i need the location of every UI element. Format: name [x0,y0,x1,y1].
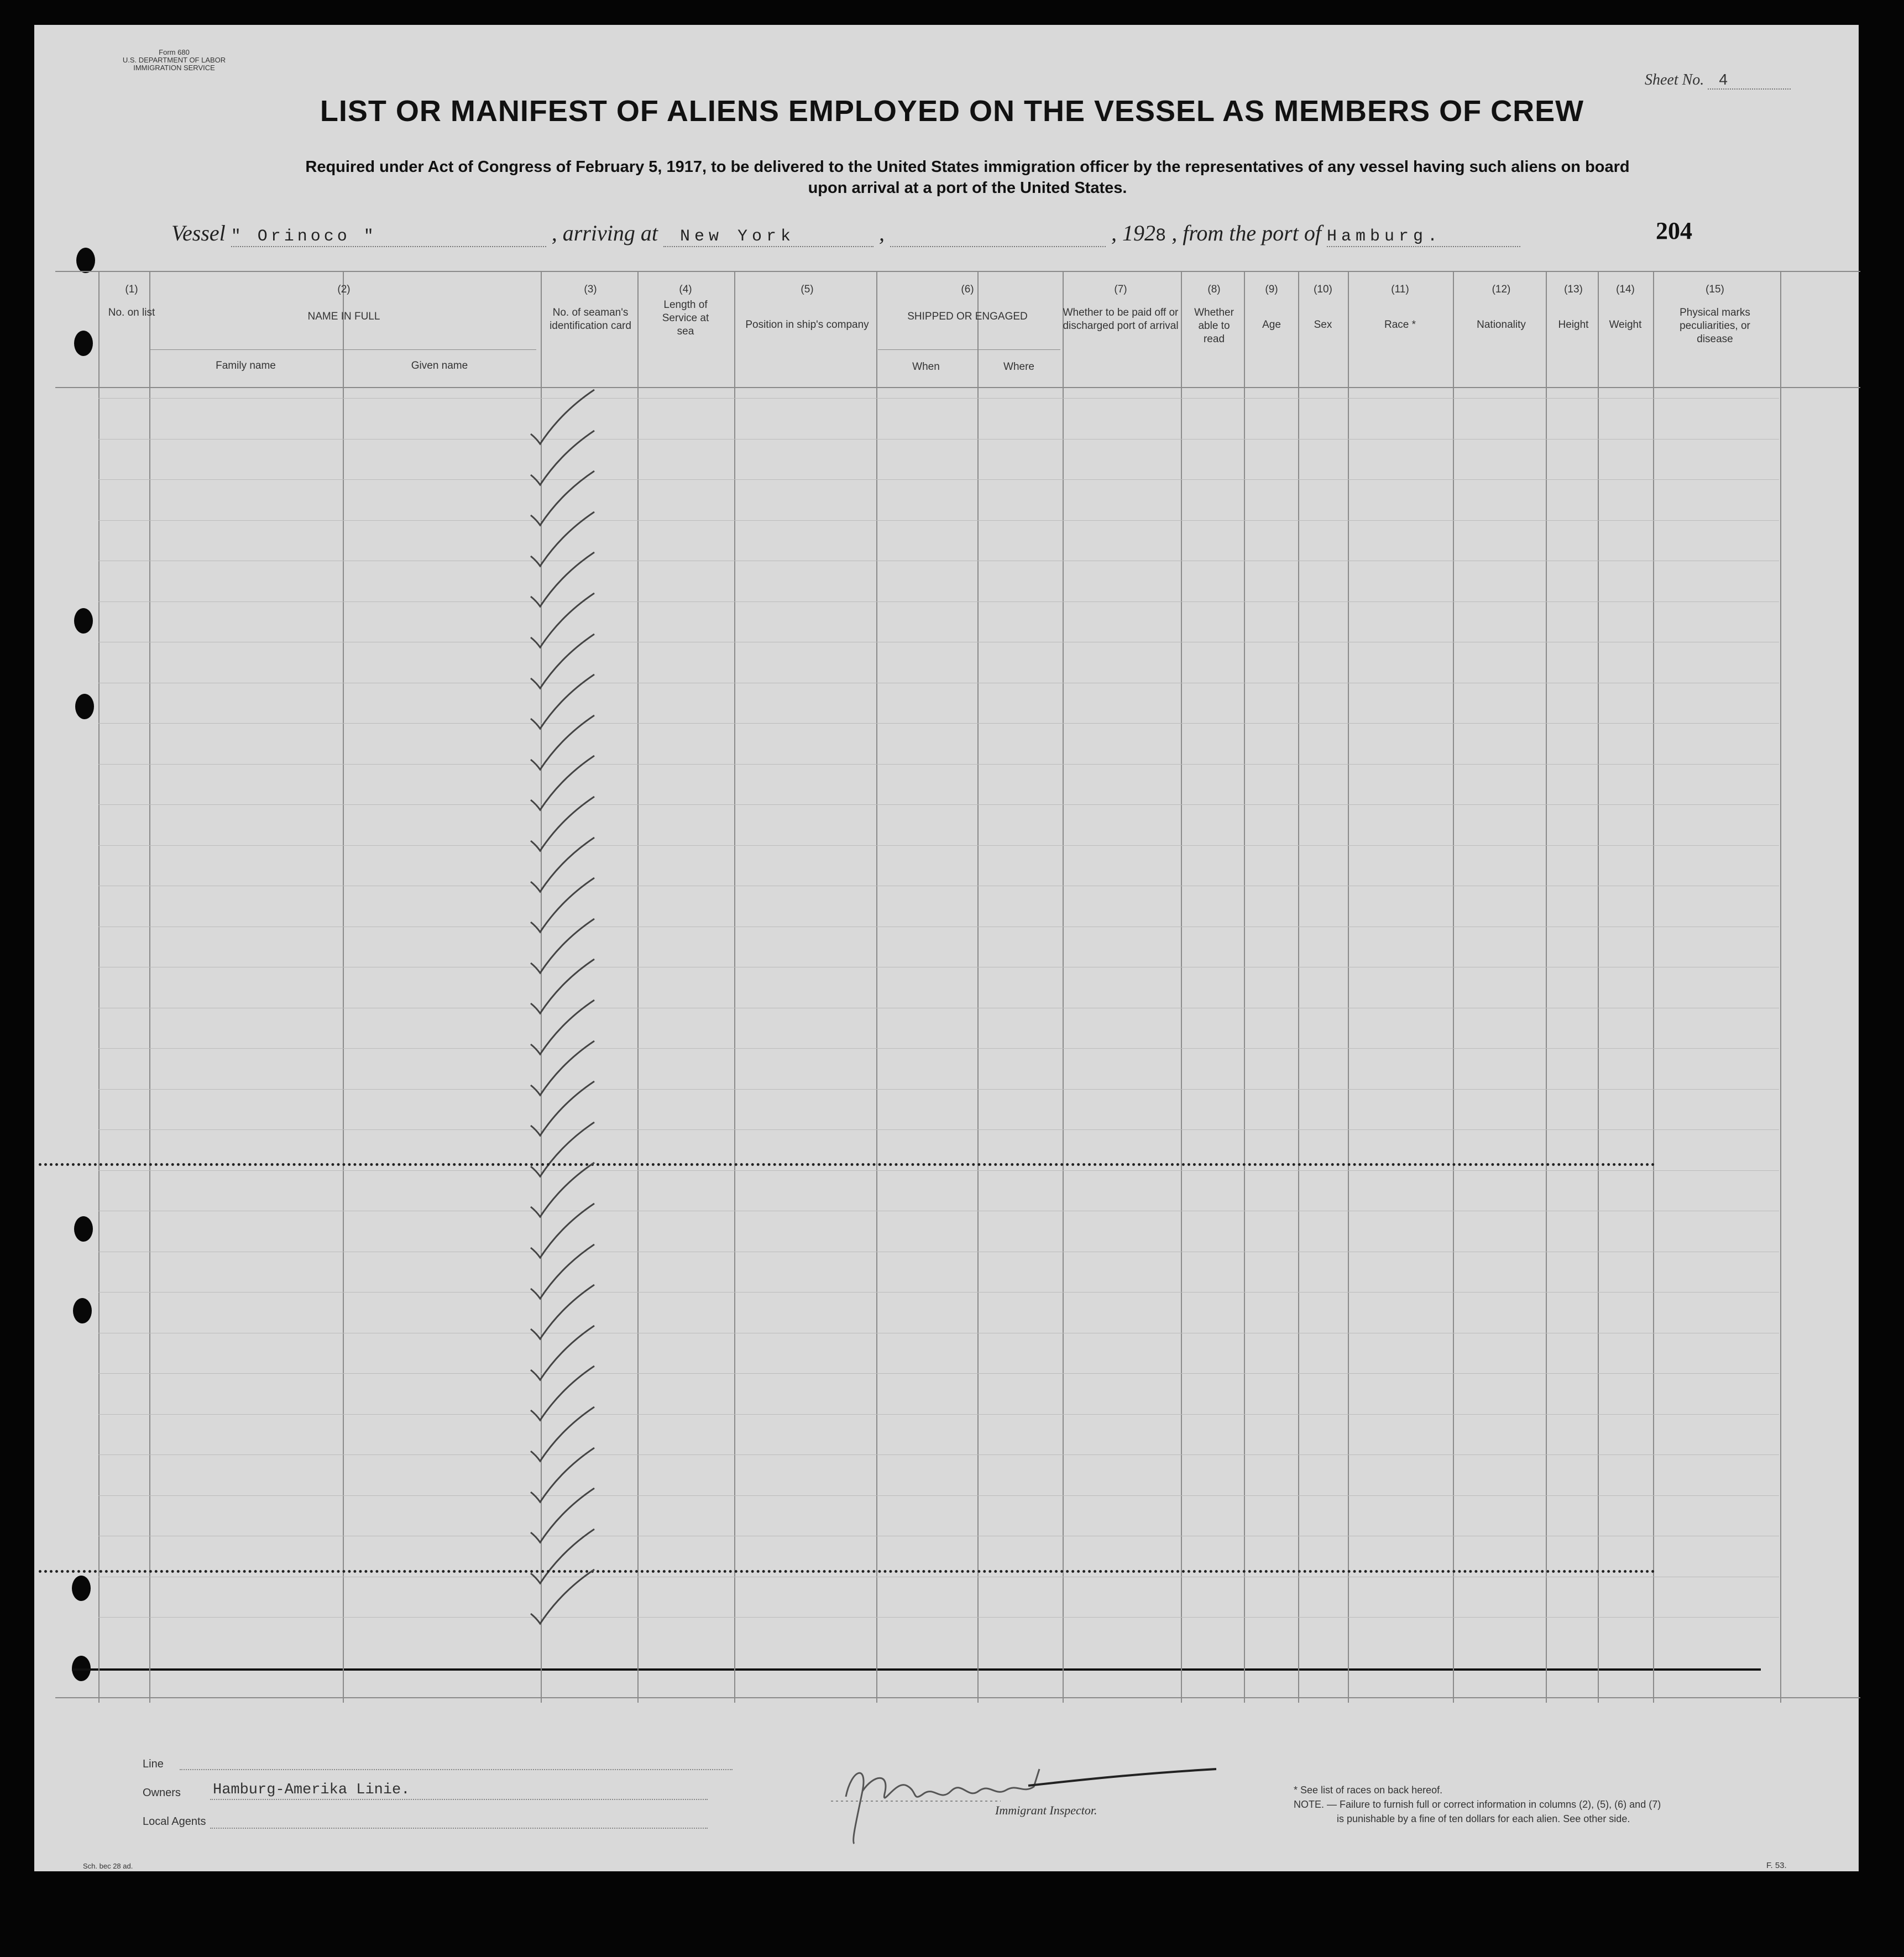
col9-number: (9) [1265,284,1278,295]
strike-through-line [39,1570,1656,1573]
col8-number: (8) [1207,284,1221,295]
col6-number: (6) [961,284,974,295]
col12-header: Nationality [1477,319,1526,331]
col13-header: Height [1558,319,1589,331]
form-number: Form 680 [159,48,190,56]
sheet-number [1645,71,1791,90]
vessel-name: " Orinoco " [231,227,546,247]
table-row [0,900,1904,933]
table-row [0,1103,1904,1137]
col2-family-header: Family name [216,360,276,371]
table-row [0,615,1904,648]
table-row [0,1429,1904,1462]
penalty-note-2: is punishable by a fine of ten dollars for each alien. See other side. [1337,1813,1630,1824]
inspector-label: Immigrant Inspector. [995,1803,1097,1817]
col8-header: Whether able to read [1194,307,1234,345]
owners-value: Hamburg-Amerika Linie. [213,1782,410,1798]
table-row [0,778,1904,811]
table-row [0,1307,1904,1340]
table-rule [55,1697,1860,1698]
col12-number: (12) [1492,284,1511,295]
table-row [0,819,1904,852]
footer-notes [1294,1783,1813,1826]
line-label: Line [143,1758,164,1770]
owners-label: Owners [143,1787,181,1799]
table-row [0,1226,1904,1259]
table-row [0,1144,1904,1178]
table-row [0,574,1904,608]
table-row [0,697,1904,730]
col4-header: Length of Service at sea [662,299,709,337]
table-row [0,1022,1904,1055]
col2-header: NAME IN FULL [307,311,380,322]
form-identifier [102,49,246,72]
sheet-label: Sheet No. [1645,71,1704,88]
table-row [0,412,1904,445]
col2-given-header: Given name [411,360,468,371]
form-code: F. 53. [1766,1861,1787,1870]
col2-number: (2) [337,284,351,295]
departure-port: Hamburg. [1327,227,1520,247]
vessel-label: Vessel [171,221,226,245]
col3-number: (3) [584,284,597,295]
table-row [0,1063,1904,1096]
col5-number: (5) [801,284,814,295]
table-row [0,981,1904,1014]
table-row [0,453,1904,486]
punch-hole [74,331,93,356]
col10-header: Sex [1314,319,1332,331]
race-note: * See list of races on back hereof. [1294,1785,1443,1796]
penalty-note-1: NOTE. — Failure to furnish full or correct information in columns (2), (5), (6) and (7) [1294,1799,1661,1810]
col14-number: (14) [1616,284,1635,295]
table-row [0,941,1904,974]
subtitle-line-2: upon arrival at a port of the United States. [808,179,1127,197]
manifest-stamp-number: 204 [1656,217,1692,244]
col1-number: (1) [125,284,138,295]
table-row [0,1348,1904,1381]
table-row [0,1592,1904,1625]
col6-when-header: When [912,361,940,373]
table-row [0,1510,1904,1543]
table-rule [55,387,1860,388]
strike-through-line [39,1163,1656,1166]
col9-header: Age [1262,319,1281,331]
col5-header: Position in ship's company [745,319,869,331]
table-row [0,860,1904,893]
col4-number: (4) [679,284,692,295]
table-row [0,656,1904,689]
col10-number: (10) [1314,284,1332,295]
table-row [0,493,1904,526]
col13-number: (13) [1564,284,1583,295]
print-code: Sch. bec 28 ad. [83,1862,133,1870]
local-agents-label: Local Agents [143,1815,206,1828]
table-row [0,534,1904,567]
subtitle-line-1: Required under Act of Congress of February 5, 1917, to be delivered to the United States immigration officer by the representatives of any vessel having such aliens on board [305,158,1630,176]
table-rule [72,1668,1761,1671]
col6-header: SHIPPED OR ENGAGED [907,311,1028,322]
table-row [0,1185,1904,1218]
table-rule [878,349,1060,350]
table-row [0,1551,1904,1584]
table-row [0,1470,1904,1503]
inspector-signature [829,1747,1227,1852]
from-port-label: , from the port of [1171,221,1321,245]
year-label: , 192 [1111,221,1155,245]
col7-header: Whether to be paid off or discharged port of arrival [1063,307,1179,332]
punch-hole [76,248,95,273]
col3-header: No. of seaman's identification card [550,307,631,332]
col11-number: (11) [1391,284,1409,295]
voyage-line: Vessel " Orinoco " , arriving at New York , , 1928 , from the port of Hamburg. [171,220,1520,253]
table-rule [55,271,1860,272]
page-subtitle [166,156,1769,198]
check-mark-icon [528,1575,616,1625]
year-digit: 8 [1155,226,1167,246]
col11-header: Race * [1384,319,1416,331]
col15-number: (15) [1706,284,1724,295]
col6-where-header: Where [1003,361,1034,373]
col15-header: Physical marks peculiarities, or disease [1680,307,1750,345]
table-row [0,1267,1904,1300]
col14-header: Weight [1609,319,1642,331]
sheet-value: 4 [1708,71,1791,90]
table-row [0,737,1904,771]
col7-number: (7) [1114,284,1127,295]
table-rule [98,398,1779,399]
service-name: IMMIGRATION SERVICE [133,64,215,72]
department-name: U.S. DEPARTMENT OF LABOR [122,56,226,64]
arriving-label: , arriving at [551,221,658,245]
table-row [0,1388,1904,1421]
arrival-port: New York [663,227,873,247]
page-title: LIST OR MANIFEST OF ALIENS EMPLOYED ON THE VESSEL AS MEMBERS OF CREW [320,95,1584,128]
col1-header: No. on list [108,307,155,318]
